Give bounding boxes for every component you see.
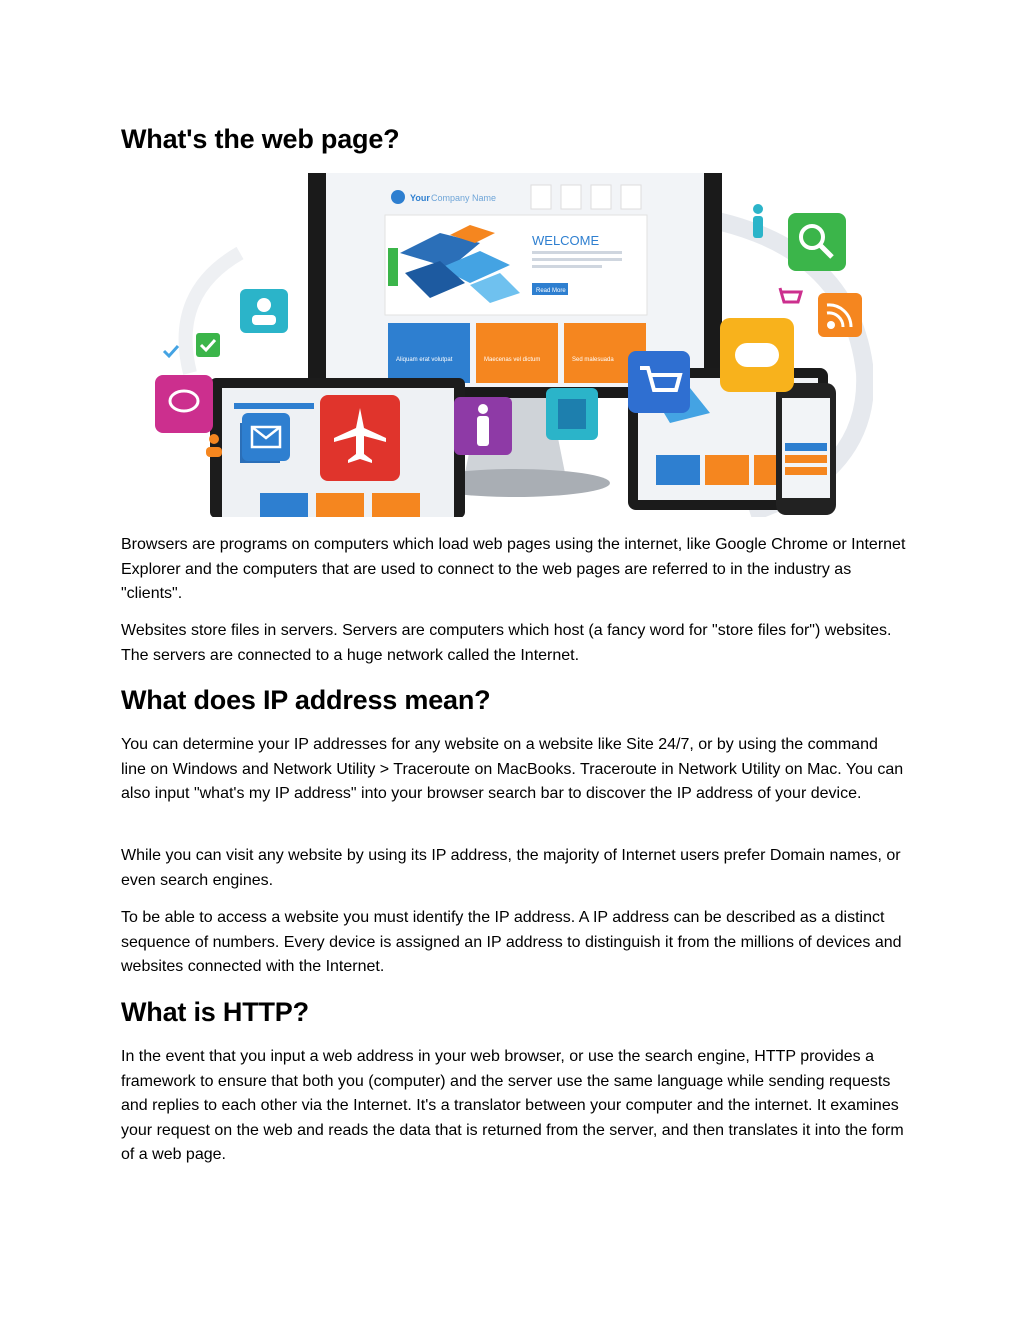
gamepad-icon [720,318,794,392]
rss-icon [818,293,862,337]
paragraph: While you can visit any website by using its IP address, the majority of Internet users prefer Domain names, or even search engines. [121,847,901,889]
section-heading: What is HTTP? [121,997,309,1027]
section-heading: What's the web page? [121,124,400,154]
chat-icon [155,375,213,433]
shopping-cart-icon [628,351,690,413]
svg-text:Your: Your [410,193,430,203]
section-heading: What does IP address mean? [121,685,491,715]
user-icon [240,289,288,333]
svg-text:Read More: Read More [536,288,566,294]
airplane-icon [320,395,400,481]
svg-text:Company Name: Company Name [431,193,497,203]
svg-text:Sed malesuada: Sed malesuada [572,357,614,363]
logo-icon [391,190,405,204]
web-devices-illustration [150,173,873,517]
paragraph: In the event that you input a web address in your web browser, or use the search engine, HTTP provides a framework to ensure that both you (computer) and the server use the same language while sending requests and replies to each other via the Internet. It's a translator between your computer and the internet. It examines your request on the web and reads the data that is returned from the server, and then translates it into the form of a web page. [121,1048,904,1163]
paragraph: Browsers are programs on computers which load web pages using the internet, like Google Chrome or Internet Explorer and the computers that are used to connect to the web pages are referred to in the industry as "clients". [121,536,906,602]
svg-text:WELCOME: WELCOME [532,233,600,248]
paragraph: Websites store files in servers. Servers are computers which host (a fancy word for "store files for") websites. The servers are connected to a huge network called the Internet. [121,622,892,664]
paragraph: You can determine your IP addresses for any website on a website like Site 24/7, or by using the command line on Windows and Network Utility > Traceroute on MacBooks. Traceroute in Network Utility on Mac. You can also input "what's my IP address" into your browser search bar to discover the IP address of your device. [121,736,904,802]
film-icon [546,388,598,440]
svg-text:Aliquam erat volutpat: Aliquam erat volutpat [396,357,453,363]
mail-icon [242,413,290,461]
person-icon [454,397,512,455]
paragraph: To be able to access a website you must identify the IP address. A IP address can be described as a distinct sequence of numbers. Every device is assigned an IP address to distinguish it from the millions of devices and websites connected with the Internet. [121,909,902,975]
search-icon [788,213,846,271]
svg-text:Maecenas vel dictum: Maecenas vel dictum [484,357,541,363]
smartphone [776,383,836,515]
